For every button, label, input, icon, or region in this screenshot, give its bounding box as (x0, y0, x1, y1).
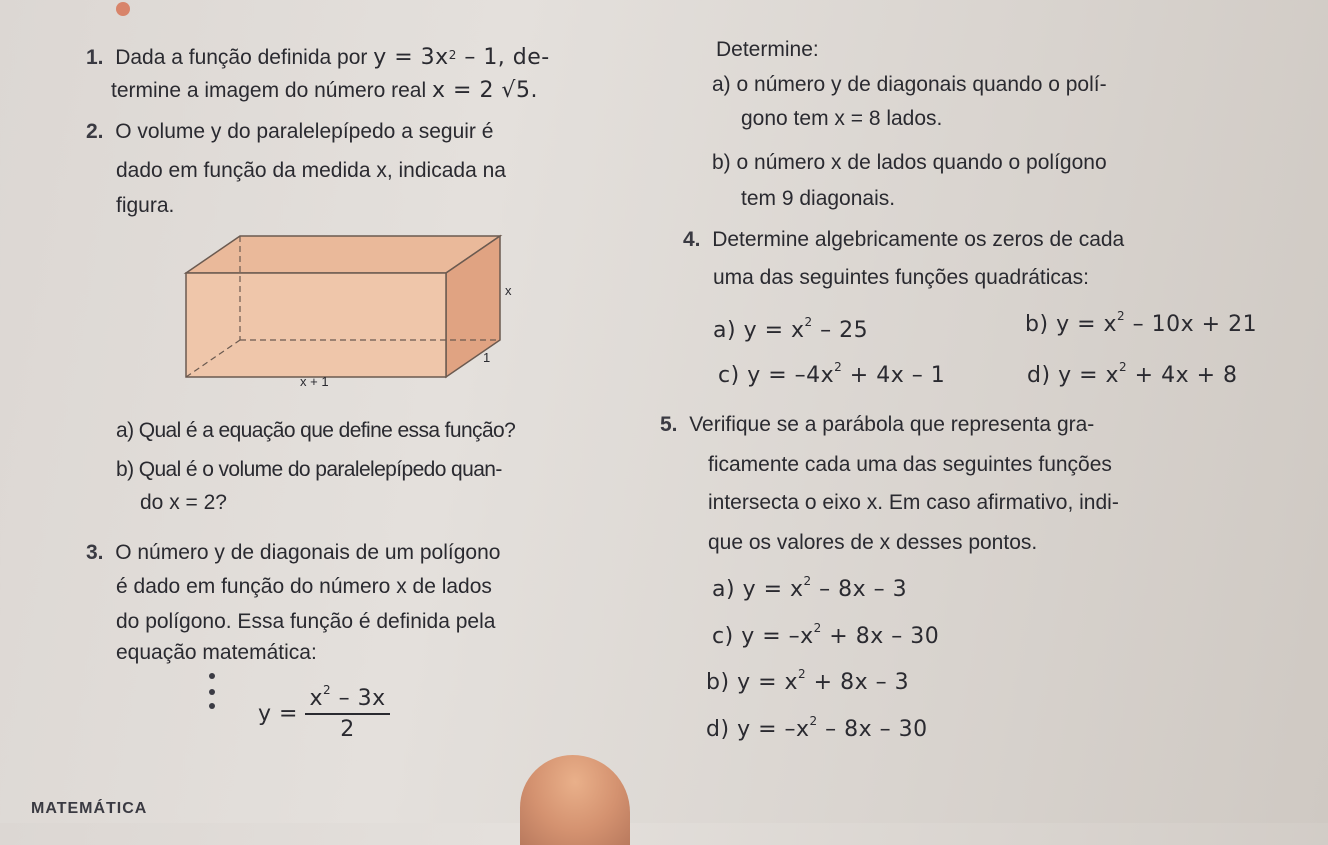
q4-item-a: a) $y = x^2 - 25$ (713, 315, 869, 343)
q5-line4: que os valores de x desses pontos. (708, 531, 1038, 554)
q2-item-a: a) Qual é a equação que define essa função? (116, 419, 516, 442)
determine-a2: gono tem x = 8 lados. (741, 107, 943, 130)
q5-line2: ficamente cada uma das seguintes funções (708, 453, 1112, 476)
q1-function: $y = 3x^2 - 1$, de- (373, 45, 550, 70)
q5-item-c: c) $y = -x^2 + 8x - 30$ (712, 621, 940, 649)
q3-line3: do polígono. Essa função é definida pela (116, 610, 496, 633)
margin-dot (209, 689, 215, 695)
q3-line4: equação matemática: (116, 641, 317, 664)
q3-text1: O número y de diagonais de um polígono (115, 541, 501, 564)
q3-equation (258, 683, 390, 742)
label-1: 1 (483, 350, 491, 365)
q5-item-d: d) $y = -x^2 - 8x - 30$ (706, 714, 928, 742)
q4-line1 (683, 227, 1124, 253)
margin-dot (209, 673, 215, 679)
q2-item-b2: do x = 2? (140, 491, 227, 514)
margin-dot (209, 703, 215, 709)
q3-number: 3. (86, 541, 104, 564)
q5-item-a: a) $y = x^2 - 8x - 3$ (712, 574, 908, 602)
eq-lhs: y = (258, 701, 298, 727)
eq-fraction (305, 683, 389, 742)
q3-line2: é dado em função do número x de lados (116, 575, 492, 598)
q1-line2 (111, 78, 538, 104)
page-mark (116, 2, 130, 16)
q1-text: Dada a função definida por (115, 46, 368, 69)
q5-number: 5. (660, 413, 678, 436)
q2-text1: O volume y do paralelepípedo a seguir é (115, 120, 494, 143)
q2-line2: dado em função da medida x, indicada na (116, 159, 506, 182)
label-x: x (505, 283, 512, 298)
q2-line3: figura. (116, 194, 175, 217)
eq-denominator: 2 (340, 717, 355, 742)
q4-line2: uma das seguintes funções quadráticas: (713, 266, 1089, 289)
q4-item-d: d) $y = x^2 + 4x + 8$ (1027, 360, 1238, 388)
q5-line1 (660, 412, 1094, 438)
q5-text1: Verifique se a parábola que representa gra- (689, 413, 1095, 436)
q3-line1 (86, 540, 500, 566)
footer-subject: MATEMÁTICA (31, 800, 148, 817)
q1-number: 1. (86, 46, 104, 69)
q5-line3: intersecta o eixo x. Em caso afirmativo, indi- (708, 491, 1119, 514)
finger-overlay (520, 755, 630, 845)
q1-line1 (86, 45, 550, 71)
q4-item-b: b) $y = x^2 - 10x + 21$ (1025, 309, 1258, 337)
q4-number: 4. (683, 228, 701, 251)
label-x-plus-1: x + 1 (300, 374, 329, 389)
q1-value: x = 2 √5. (432, 78, 538, 103)
determine-b2: tem 9 diagonais. (741, 187, 896, 210)
determine-a1: a) o número y de diagonais quando o polí- (712, 73, 1107, 96)
q2-line1 (86, 119, 493, 145)
box-front-face (186, 273, 446, 377)
q2-item-b1: b) Qual é o volume do paralelepípedo quan- (116, 458, 502, 481)
eq-numerator: $x^2 - 3x$ (305, 686, 389, 715)
q4-item-c: c) $y = -4x^2 + 4x - 1$ (718, 360, 946, 388)
q2-number: 2. (86, 120, 104, 143)
q4-text1: Determine algebricamente os zeros de cada (712, 228, 1125, 251)
determine-heading: Determine: (716, 38, 819, 61)
q5-item-b: b) $y = x^2 + 8x - 3$ (706, 667, 910, 695)
parallelepiped-figure (170, 228, 530, 393)
q1-text2: termine a imagem do número real (111, 79, 427, 102)
determine-b1: b) o número x de lados quando o polígono (712, 151, 1107, 174)
